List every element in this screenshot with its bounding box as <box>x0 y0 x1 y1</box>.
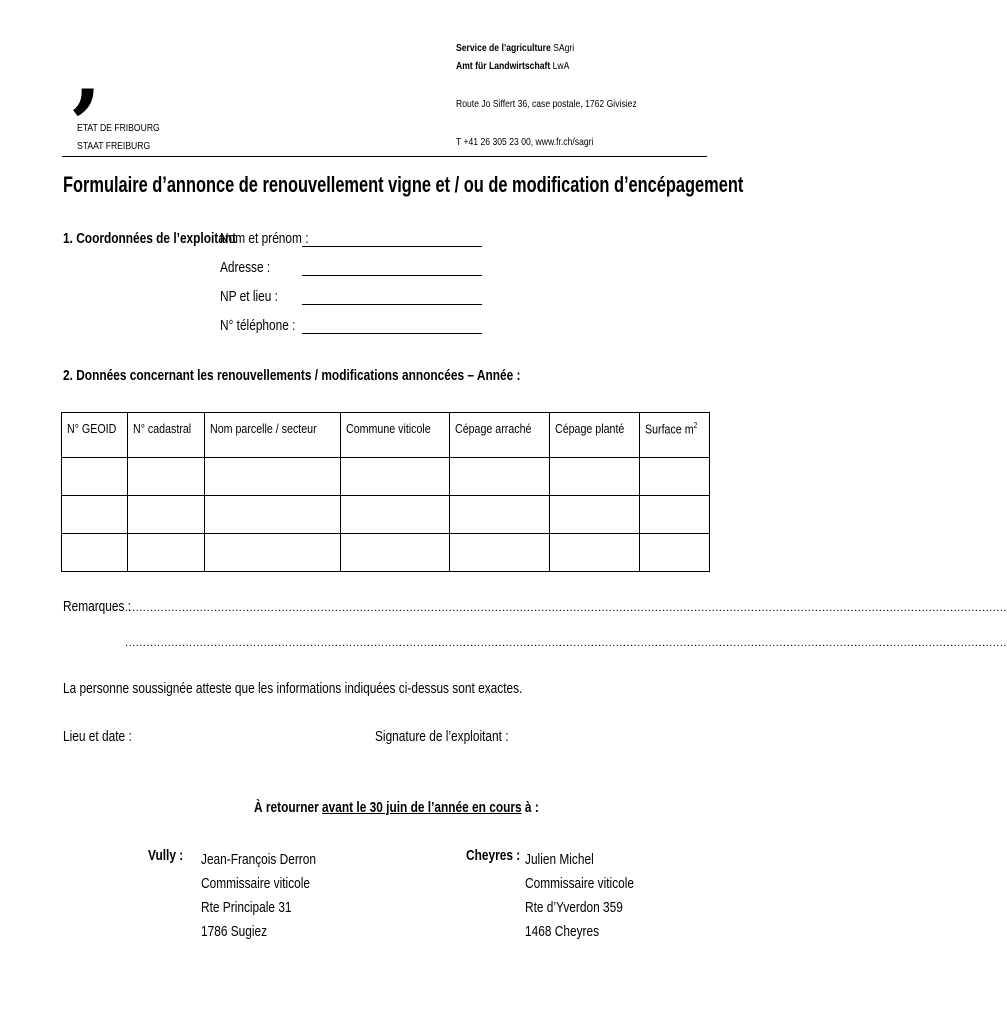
place-date-label: Lieu et date : <box>63 729 132 745</box>
col-header-planted-grape: Cépage planté <box>549 413 640 458</box>
return-instruction: À retourner avant le 30 juin de l’année en cours à : <box>254 800 539 816</box>
attestation-text: La personne soussignée atteste que les informations indiquées ci-dessus sont exactes. <box>63 681 523 697</box>
table-row <box>62 496 710 534</box>
cell-geoid[interactable] <box>62 534 128 572</box>
field-label-phone: N° téléphone : <box>220 318 296 334</box>
postcode-city-field[interactable] <box>302 304 482 305</box>
col-header-removed-grape: Cépage arraché <box>450 413 549 458</box>
contact-region-vully: Vully : <box>148 848 184 864</box>
remarks-line-2[interactable]: ........................................................................................................................................................................................................................................................ <box>125 637 1007 649</box>
contact-cheyres: Julien Michel Commissaire viticole Rte d’Yverdon 359 1468 Cheyres <box>525 852 635 940</box>
table-row <box>62 534 710 572</box>
phone-field[interactable] <box>302 333 482 334</box>
cell-geoid[interactable] <box>62 496 128 534</box>
contact-vully: Jean-François Derron Commissaire viticole Rte Principale 31 1786 Sugiez <box>201 852 316 940</box>
cell-surface[interactable] <box>640 458 710 496</box>
table-header-row <box>62 413 710 458</box>
logo-text-fr: ETAT DE FRIBOURG <box>77 122 160 134</box>
cell-removed-grape[interactable] <box>450 458 549 496</box>
cell-planted-grape[interactable] <box>549 496 640 534</box>
service-contact: T +41 26 305 23 00, www.fr.ch/sagri <box>456 136 594 148</box>
cell-removed-grape[interactable] <box>450 534 549 572</box>
address-field[interactable] <box>302 275 482 276</box>
service-de: Amt für Landwirtschaft LwA <box>456 60 570 72</box>
cell-removed-grape[interactable] <box>450 496 549 534</box>
page-title: Formulaire d’annonce de renouvellement vigne et / ou de modification d’encépagement <box>63 172 744 197</box>
cell-surface[interactable] <box>640 496 710 534</box>
section2-heading: 2. Données concernant les renouvellements / modifications annoncées – Année : <box>63 368 521 384</box>
cell-planted-grape[interactable] <box>549 534 640 572</box>
fribourg-logo-mark: , <box>72 22 102 123</box>
header-rule <box>62 156 707 157</box>
col-header-parcel: Nom parcelle / secteur <box>205 413 341 458</box>
field-label-name: Nom et prénom : <box>220 231 309 247</box>
cell-parcel[interactable] <box>205 534 341 572</box>
cell-parcel[interactable] <box>205 496 341 534</box>
cell-commune[interactable] <box>341 458 450 496</box>
service-address: Route Jo Siffert 36, case postale, 1762 Givisiez <box>456 98 637 110</box>
cell-commune[interactable] <box>341 496 450 534</box>
cell-cadastral[interactable] <box>128 534 205 572</box>
col-header-geoid: N° GEOID <box>62 413 128 458</box>
cell-parcel[interactable] <box>205 458 341 496</box>
cell-geoid[interactable] <box>62 458 128 496</box>
field-label-postcode: NP et lieu : <box>220 289 278 305</box>
section1-heading: 1. Coordonnées de l’exploitant <box>63 231 237 247</box>
remarks-label: Remarques : <box>63 599 132 615</box>
name-field[interactable] <box>302 246 482 247</box>
logo-text-de: STAAT FREIBURG <box>77 140 151 152</box>
contact-region-cheyres: Cheyres : <box>466 848 521 864</box>
cell-cadastral[interactable] <box>128 496 205 534</box>
cell-planted-grape[interactable] <box>549 458 640 496</box>
col-header-surface: Surface $m^2$ <box>640 413 710 458</box>
cell-commune[interactable] <box>341 534 450 572</box>
col-header-cadastral: N° cadastral <box>128 413 205 458</box>
signature-label: Signature de l’exploitant : <box>375 729 509 745</box>
renewal-table <box>61 412 710 572</box>
col-header-commune: Commune viticole <box>341 413 450 458</box>
table-row <box>62 458 710 496</box>
cell-cadastral[interactable] <box>128 458 205 496</box>
cell-surface[interactable] <box>640 534 710 572</box>
service-fr: Service de l’agriculture SAgri <box>456 42 575 54</box>
remarks-line-1[interactable]: ........................................................................................................................................................................................................................................................ <box>125 602 1007 614</box>
field-label-address: Adresse : <box>220 260 271 276</box>
